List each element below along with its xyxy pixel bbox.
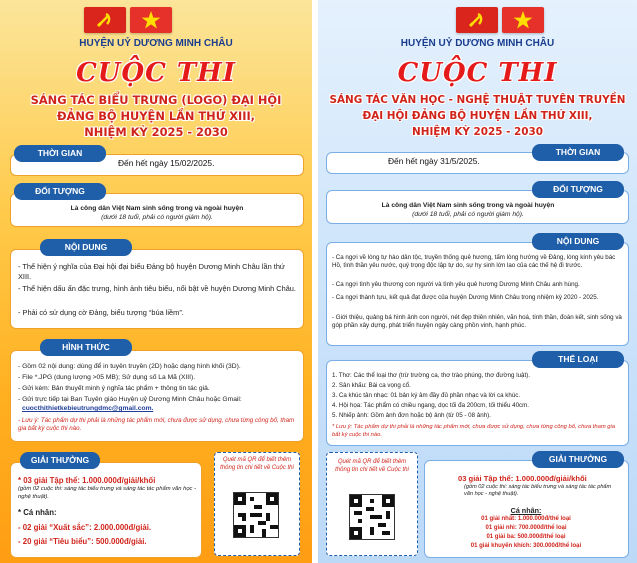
target-sub: (dưới 18 tuổi, phải có người giám hộ). — [101, 214, 213, 221]
title-line: SÁNG TÁC VĂN HỌC - NGHỆ THUẬT TUYÊN TRUYỀN — [329, 94, 626, 106]
qr-caption: Quét mã QR để biết thêm thông tin chi tiết về Cuộc thi — [335, 459, 409, 473]
prize-item: - 20 giải “Tiêu biểu”: 500.000đ/giải. — [18, 537, 147, 546]
genre-note: * Lưu ý: Tác phẩm dự thi phải là những tác phẩm mới, chưa được sử dụng, chưa từng công bố, chưa tham gia bất kỳ cuộc thi nào. — [332, 424, 616, 438]
content-item: - Giới thiệu, quảng bá hình ảnh con người, nét đẹp thiên nhiên, văn hoá, tính thần, đoàn kết, sinh sống và góp phần xây dựng, phát triển huyện ngày càng phồn vinh, hạnh phúc. — [332, 314, 622, 330]
content-item: - Ca ngợi tình yêu thương con người và tình yêu quê hương Dương Minh Châu anh hùng. — [332, 281, 580, 288]
qr-code[interactable] — [233, 492, 279, 538]
national-flag-icon — [130, 7, 172, 33]
form-label: HÌNH THỨC — [40, 339, 132, 356]
title-line: NHIỆM KỲ 2025 - 2030 — [84, 125, 228, 139]
form-item: - Gồm 02 nội dung: dùng để in tuyên truyền (2D) hoặc dạng hình khối (3D). — [18, 363, 241, 370]
prize-item: 01 giải khuyến khích: 300.000đ/thể loại — [470, 543, 582, 549]
contest-title — [324, 92, 631, 140]
genre-item: 3. Ca khúc tân nhạc: 01 bản ký âm đầy đủ phần nhạc và lời ca khúc. — [332, 392, 521, 399]
target-label: ĐỐI TƯỢNG — [14, 183, 106, 200]
form-email-link[interactable]: cuocthithietkebieutrungdmc@gmail.com. — [22, 405, 154, 412]
national-flag-icon — [502, 7, 544, 33]
prize-item: - 02 giải “Xuất sắc”: 2.000.000đ/giải. — [18, 523, 152, 532]
prize-group-sub: (gồm 02 cuộc thi: sáng tác biểu trưng và sáng tác tác phẩm văn học - nghệ thuật). — [18, 486, 196, 500]
qr-code[interactable] — [349, 494, 395, 540]
time-value: Đến hết ngày 15/02/2025. — [118, 158, 215, 168]
content-item: - Thể hiện ý nghĩa của Đại hội đại biểu Đảng bộ huyện Dương Minh Châu lần thứ XIII. — [18, 262, 285, 281]
prize-individual: * Cá nhân: — [18, 508, 57, 517]
time-value: Đến hết ngày 31/5/2025. — [388, 156, 480, 166]
target-text: Là công dân Việt Nam sinh sống trong và ngoài huyện — [70, 205, 244, 212]
prize-individual: Cá nhân: — [510, 506, 542, 515]
target-sub: (dưới 18 tuổi, phải có người giám hộ). — [412, 211, 524, 218]
contest-title — [6, 92, 306, 140]
form-item: - Gửi kèm: Bản thuyết minh ý nghĩa tác phẩm + thông tin tác giả. — [18, 385, 210, 392]
prize-item: 01 giải ba: 500.000đ/thể loại — [486, 534, 566, 540]
contest-heading: CUỘC THI — [76, 58, 236, 88]
time-label: THỜI GIAN — [532, 144, 624, 161]
qr-caption: Quét mã QR để biết thêm thông tin chi tiết về Cuộc thi — [220, 457, 294, 471]
prize-group: 03 giải Tập thể: 1.000.000đ/giải/khối — [458, 474, 587, 483]
genre-item: 1. Thơ: Các thể loại thơ (trừ trường ca, thơ trào phúng, thơ đường luật). — [332, 372, 530, 379]
title-line: ĐẢNG BỘ HUYỆN LẦN THỨ XIII, — [56, 109, 256, 123]
prize-label: GIẢI THƯỞNG — [20, 452, 100, 469]
right-poster — [318, 0, 637, 563]
prize-label: GIẢI THƯỞNG — [532, 451, 624, 468]
content-item: - Ca ngợi thành tựu, kết quả đạt được của huyện Dương Minh Châu trong nhiệm kỳ 2020 - 2025. — [332, 294, 599, 301]
party-flag-icon — [456, 7, 498, 33]
prize-group-sub: (gồm 02 cuộc thi: sáng tác biểu trưng và sáng tác tác phẩm văn học - nghệ thuật). — [464, 484, 612, 498]
left-poster — [0, 0, 312, 563]
genre-item: 5. Nhiếp ảnh: Gồm ảnh đơn hoặc bộ ảnh (từ 05 - 08 ảnh). — [332, 412, 491, 419]
party-committee-name: HUYỆN UỶ DƯƠNG MINH CHÂU — [79, 38, 233, 49]
party-flag-icon — [84, 7, 126, 33]
contest-heading: CUỘC THI — [397, 58, 558, 88]
genre-label: THỂ LOẠI — [532, 351, 624, 368]
prize-item: 01 giải nhì: 700.000đ/thể loại — [485, 525, 567, 531]
prize-group: * 03 giải Tập thể: 1.000.000đ/giải/khối — [18, 476, 156, 485]
content-item: - Thể hiện dấu ấn đặc trưng, hình ảnh tiêu biểu, nổi bật về huyện Dương Minh Châu. — [18, 284, 296, 293]
genre-item: 2. Sân khấu: Bài ca vọng cổ. — [332, 382, 411, 389]
target-label: ĐỐI TƯỢNG — [532, 181, 624, 198]
party-committee-name: HUYỆN UỶ DƯƠNG MINH CHÂU — [400, 38, 555, 49]
content-item: - Phải có sử dụng cờ Đảng, biểu tượng “búa liềm”. — [18, 308, 184, 317]
content-label: NỘI DUNG — [532, 233, 624, 250]
form-item: - File *.JPG (dung lượng >05 MB); Sử dụng số La Mã (XIII). — [18, 374, 196, 381]
time-label: THỜI GIAN — [14, 145, 106, 162]
form-item: - Gửi trực tiếp tại Ban Tuyên giáo Huyện uỷ Dương Minh Châu hoặc Gmail: — [18, 396, 242, 403]
content-label: NỘI DUNG — [40, 239, 132, 256]
prize-item: 01 giải nhất: 1.000.000đ/thể loại — [481, 516, 571, 522]
form-note: - Lưu ý: Tác phẩm dự thi phải là những tác phẩm mới, chưa được sử dụng, chưa từng công bố, tham gia bất kỳ cuộc thi nào. — [18, 417, 295, 433]
title-line: NHIỆM KỲ 2025 - 2030 — [412, 126, 543, 138]
genre-item: 4. Hội họa: Tác phẩm có chiều ngang, dọc tối đa 200cm, tối thiểu 40cm. — [332, 402, 529, 409]
title-line: SÁNG TÁC BIỂU TRƯNG (LOGO) ĐẠI HỘI — [30, 93, 282, 107]
content-item: - Ca ngợi về lòng tự hào dân tộc, truyền thống quê hương, tấm lòng hướng về Đảng, lòng kính yêu bác Hồ, tình thần yêu nước, quý trọng độc lập tự do, sự hy sinh lớn lao của các thế hệ đi trước. — [332, 254, 616, 270]
title-line: ĐẠI HỘI ĐẢNG BỘ HUYỆN LẦN THỨ XIII, — [362, 110, 593, 122]
target-text: Là công dân Việt Nam sinh sống trong và ngoài huyện — [381, 202, 555, 209]
